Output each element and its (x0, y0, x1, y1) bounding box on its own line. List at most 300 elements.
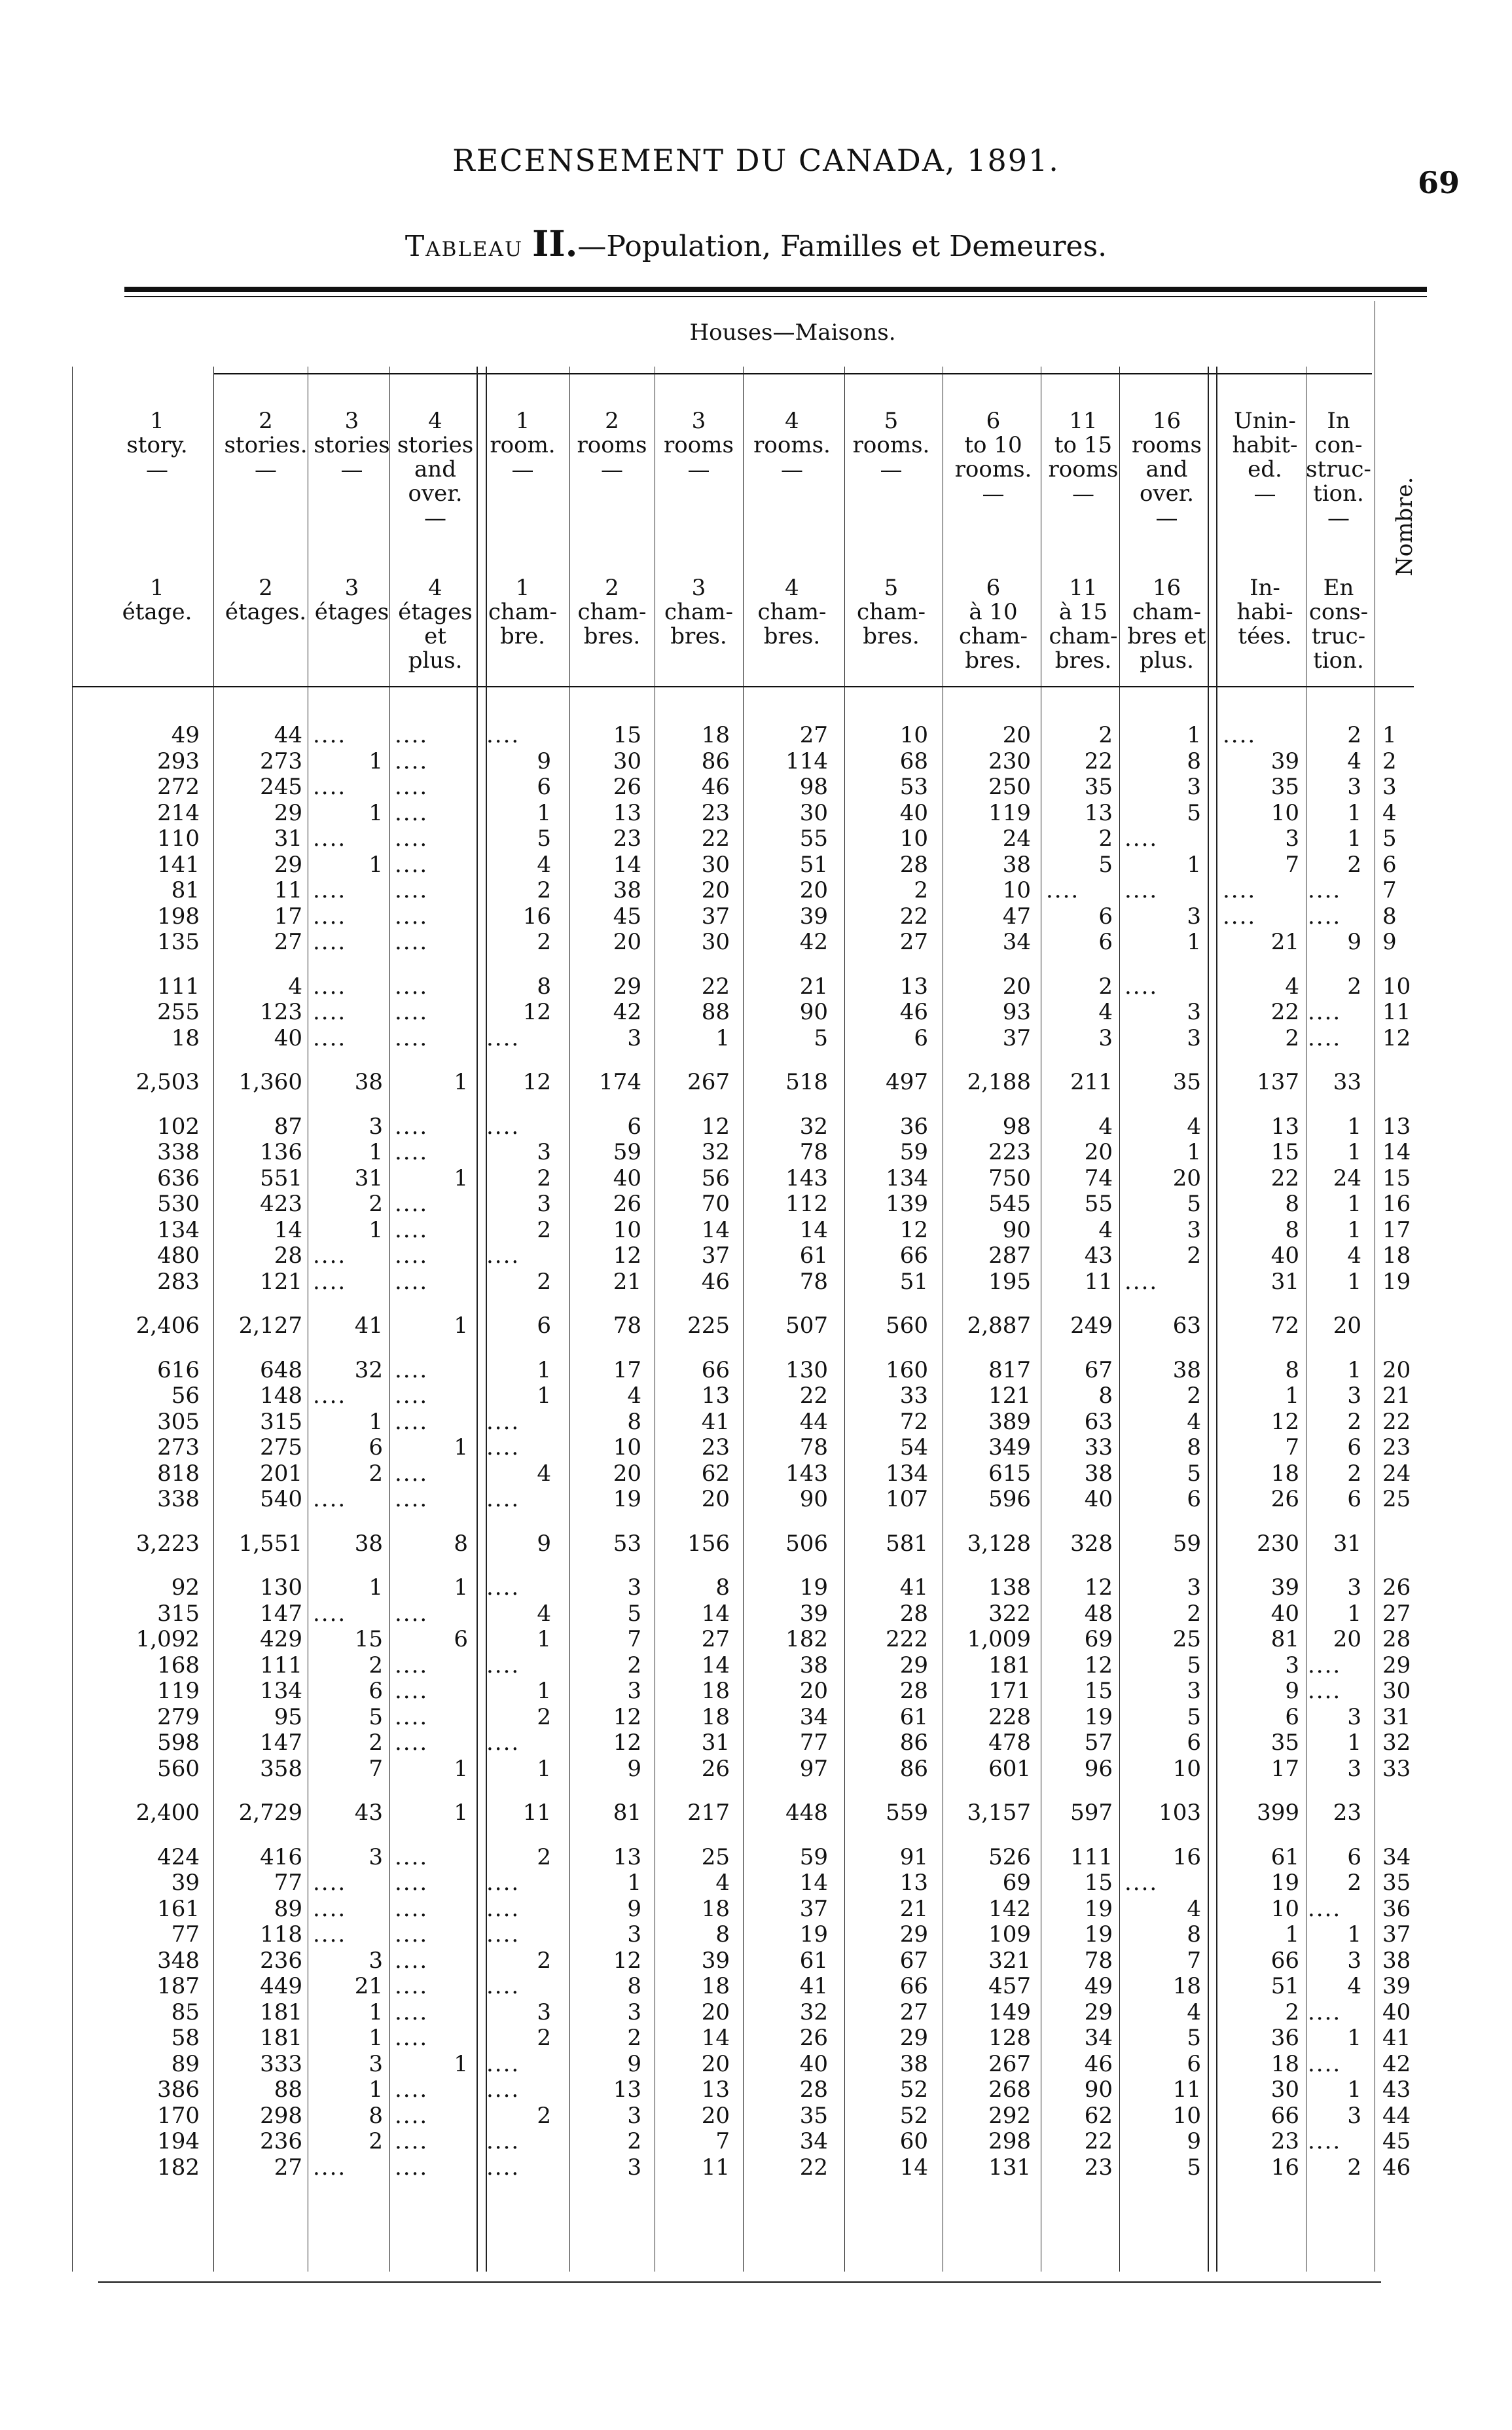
total-cell: 1 (454, 1800, 468, 1826)
total-cell: 9 (537, 1530, 551, 1557)
row-number: 44 (1382, 2102, 1411, 2129)
table-cell: 3 (1347, 1703, 1361, 1730)
table-cell: .... (395, 774, 429, 800)
table-cell: 1 (537, 1626, 551, 1652)
table-cell: 23 (701, 799, 730, 826)
table-cell: 22 (1270, 999, 1299, 1025)
table-cell: .... (395, 851, 429, 878)
row-number: 28 (1382, 1626, 1411, 1652)
row-number: 41 (1382, 2025, 1411, 2051)
table-cell: 315 (157, 1600, 200, 1627)
table-cell: 5 (1187, 1460, 1201, 1487)
table-cell: 61 (799, 1947, 828, 1974)
table-cell: .... (486, 2154, 520, 2181)
table-cell: .... (313, 1870, 347, 1896)
table-cell: 2 (369, 1191, 383, 1217)
table-cell: 139 (886, 1191, 928, 1217)
table-cell: 540 (260, 1486, 302, 1512)
table-cell: 78 (799, 1139, 828, 1165)
column-header-dash: — (1155, 505, 1178, 532)
table-cell: 2 (914, 877, 928, 903)
table-cell: 298 (260, 2102, 302, 2129)
table-cell: 7 (1285, 851, 1299, 878)
table-cell: .... (1125, 825, 1159, 852)
table-cell: 12 (1084, 1652, 1113, 1678)
table-cell: 19 (613, 1486, 641, 1512)
table-cell: 3 (369, 1113, 383, 1140)
table-cell: 6 (1098, 929, 1113, 955)
table-cell: .... (395, 1678, 429, 1704)
table-cell: .... (1046, 877, 1080, 903)
table-cell: 6 (1187, 1486, 1201, 1512)
table-cell: .... (395, 1947, 429, 1974)
table-cell: 275 (260, 1434, 302, 1460)
table-cell: .... (486, 1652, 520, 1678)
table-cell: 160 (886, 1356, 928, 1383)
total-cell: 3,128 (967, 1530, 1031, 1557)
row-number: 9 (1382, 929, 1397, 955)
table-cell: .... (486, 1973, 520, 1999)
table-cell: 134 (260, 1678, 302, 1704)
table-cell: 3 (1347, 774, 1361, 800)
table-cell: 20 (701, 2102, 730, 2129)
table-cell: .... (395, 2076, 429, 2103)
column-header-fr: 11 à 15 cham- bres. (1049, 575, 1118, 674)
group-header: Houses—Maisons. (689, 319, 896, 346)
column-header-dash: — (1327, 505, 1350, 532)
total-cell: 2,127 (238, 1313, 302, 1339)
table-cell: .... (395, 1973, 429, 1999)
table-cell: 27 (899, 929, 928, 955)
table-cell: 68 (899, 748, 928, 774)
table-cell: 4 (1098, 1216, 1113, 1243)
row-number: 36 (1382, 1895, 1411, 1922)
total-cell: 12 (522, 1069, 551, 1095)
row-number: 34 (1382, 1843, 1411, 1870)
table-cell: .... (1308, 999, 1342, 1025)
table-cell: 114 (785, 748, 828, 774)
table-cell: 14 (799, 1216, 828, 1243)
table-cell: 3 (1187, 903, 1201, 930)
table-cell: 49 (171, 722, 200, 748)
row-number: 3 (1382, 774, 1397, 800)
column-header-en: 1 room. (490, 408, 556, 458)
table-cell: 66 (701, 1356, 730, 1383)
table-cell: .... (395, 1486, 429, 1512)
row-number: 8 (1382, 903, 1397, 930)
column-header-dash: — (255, 457, 277, 483)
table-cell: 69 (1002, 1870, 1031, 1896)
table-cell: 86 (899, 1730, 928, 1756)
table-cell: 20 (1002, 722, 1031, 748)
column-header (655, 409, 743, 482)
table-cell: 416 (260, 1843, 302, 1870)
total-cell: 506 (785, 1530, 828, 1557)
table-cell: 91 (899, 1843, 928, 1870)
table-cell: 148 (260, 1383, 302, 1409)
table-cell: 10 (899, 825, 928, 852)
table-cell: .... (313, 929, 347, 955)
table-cell: 27 (899, 1999, 928, 2025)
table-cell: 88 (701, 999, 730, 1025)
table-cell: 20 (613, 929, 641, 955)
table-cell: 4 (537, 851, 551, 878)
total-cell: 1,551 (238, 1530, 302, 1557)
table-cell: 22 (701, 973, 730, 1000)
table-cell: 46 (701, 1268, 730, 1295)
table-cell: 21 (354, 1973, 383, 1999)
table-cell: 70 (701, 1191, 730, 1217)
row-number: 25 (1382, 1486, 1411, 1512)
table-cell: 111 (157, 973, 200, 1000)
running-head: RECENSEMENT DU CANADA, 1891. (452, 143, 1060, 178)
table-cell: 8 (715, 1574, 730, 1601)
table-cell: 18 (1270, 1460, 1299, 1487)
table-cell: 49 (1084, 1973, 1113, 1999)
table-cell: .... (395, 1730, 429, 1756)
table-cell: 21 (613, 1268, 641, 1295)
table-cell: 287 (988, 1242, 1031, 1269)
table-cell: 8 (1187, 1921, 1201, 1948)
table-cell: 7 (627, 1626, 641, 1652)
table-cell: 1 (1347, 2025, 1361, 2051)
table-cell: 2 (1187, 1600, 1201, 1627)
table-cell: .... (395, 1895, 429, 1922)
table-cell: 273 (260, 748, 302, 774)
row-number: 38 (1382, 1947, 1411, 1974)
title-rule-thin (124, 296, 1427, 297)
table-cell: 14 (701, 1216, 730, 1243)
column-rule (72, 367, 73, 2272)
bottom-rule (98, 2281, 1381, 2283)
table-cell: 111 (260, 1652, 302, 1678)
total-cell: 20 (1333, 1313, 1361, 1339)
table-cell: 15 (1270, 1139, 1299, 1165)
table-cell: 16 (522, 903, 551, 930)
table-cell: 37 (799, 1895, 828, 1922)
table-cell: 15 (613, 722, 641, 748)
table-cell: 15 (1084, 1678, 1113, 1704)
table-cell: 1 (1187, 929, 1201, 955)
table-cell: 3 (1187, 1678, 1201, 1704)
table-cell: 7 (1285, 1434, 1299, 1460)
table-cell: .... (313, 1383, 347, 1409)
table-cell: 52 (899, 2102, 928, 2129)
table-cell: 1 (369, 1216, 383, 1243)
table-cell: 56 (701, 1165, 730, 1191)
table-cell: 3 (627, 1921, 641, 1948)
table-cell: 12 (1084, 1574, 1113, 1601)
table-cell: 14 (274, 1216, 302, 1243)
table-cell: 423 (260, 1191, 302, 1217)
total-cell: 137 (1257, 1069, 1299, 1095)
table-cell: 187 (157, 1973, 200, 1999)
table-cell: .... (1308, 1678, 1342, 1704)
table-cell: 2 (1347, 973, 1361, 1000)
row-number: 4 (1382, 799, 1397, 826)
table-cell: 135 (157, 929, 200, 955)
total-cell: 2,887 (967, 1313, 1031, 1339)
row-number: 10 (1382, 973, 1411, 1000)
table-cell: .... (1308, 2128, 1342, 2154)
table-cell: .... (486, 1574, 520, 1601)
column-header-fr: 16 cham- bres et plus. (1127, 575, 1206, 674)
table-cell: 10 (613, 1434, 641, 1460)
row-number: 27 (1382, 1600, 1411, 1627)
table-cell: 23 (701, 1434, 730, 1460)
table-cell: 38 (1002, 851, 1031, 878)
row-number: 42 (1382, 2050, 1411, 2077)
table-cell: 305 (157, 1408, 200, 1435)
table-cell: 14 (799, 1870, 828, 1896)
table-cell: 51 (799, 851, 828, 878)
table-cell: .... (395, 825, 429, 852)
table-cell: 551 (260, 1165, 302, 1191)
table-cell: 38 (613, 877, 641, 903)
row-number: 32 (1382, 1730, 1411, 1756)
table-cell: .... (395, 877, 429, 903)
row-number: 46 (1382, 2154, 1411, 2181)
table-cell: 21 (799, 973, 828, 1000)
row-number: 11 (1382, 999, 1411, 1025)
table-cell: 1 (1285, 1383, 1299, 1409)
table-cell: 2 (1285, 1025, 1299, 1051)
total-cell: 78 (613, 1313, 641, 1339)
table-cell: 20 (701, 877, 730, 903)
table-cell: 333 (260, 2050, 302, 2077)
table-cell: 10 (1172, 2102, 1201, 2129)
table-cell: 1 (537, 1678, 551, 1704)
table-cell: 33 (899, 1383, 928, 1409)
table-cell: 66 (1270, 2102, 1299, 2129)
table-cell: .... (395, 903, 429, 930)
table-cell: 38 (1084, 1460, 1113, 1487)
table-cell: 98 (799, 774, 828, 800)
table-cell: 55 (799, 825, 828, 852)
table-cell: 7 (369, 1755, 383, 1782)
table-cell: 15 (354, 1626, 383, 1652)
row-number: 5 (1382, 825, 1397, 852)
table-cell: 322 (988, 1600, 1031, 1627)
table-cell: 3 (537, 1191, 551, 1217)
table-cell: 315 (260, 1408, 302, 1435)
table-cell: .... (1125, 1870, 1159, 1896)
table-cell: 38 (899, 2050, 928, 2077)
table-cell: 34 (799, 1703, 828, 1730)
table-cell: 20 (701, 2050, 730, 2077)
total-cell: 72 (1270, 1313, 1299, 1339)
table-cell: 34 (1084, 2025, 1113, 2051)
table-cell: .... (1308, 903, 1342, 930)
table-cell: 1 (454, 1574, 468, 1601)
table-cell: 3 (1347, 1383, 1361, 1409)
table-cell: 170 (157, 2102, 200, 2129)
table-cell: .... (486, 1730, 520, 1756)
table-cell: 85 (171, 1999, 200, 2025)
table-cell: .... (395, 1921, 429, 1948)
table-cell: 45 (613, 903, 641, 930)
table-cell: 98 (1002, 1113, 1031, 1140)
table-cell: 31 (1270, 1268, 1299, 1295)
column-header-en: 11 to 15 rooms (1048, 408, 1119, 482)
table-cell: 3 (369, 1843, 383, 1870)
table-cell: 4 (1187, 1408, 1201, 1435)
table-cell: 88 (274, 2076, 302, 2103)
table-cell: 1 (1187, 851, 1201, 878)
table-cell: 182 (157, 2154, 200, 2181)
table-cell: 13 (1084, 799, 1113, 826)
table-cell: 61 (1270, 1843, 1299, 1870)
table-cell: 8 (1098, 1383, 1113, 1409)
table-cell: 1 (454, 1434, 468, 1460)
table-cell: 2 (1347, 1870, 1361, 1896)
table-cell: 67 (1084, 1356, 1113, 1383)
table-cell: 30 (701, 929, 730, 955)
table-cell: 2 (1187, 1383, 1201, 1409)
table-cell: 3 (1347, 1947, 1361, 1974)
row-number: 23 (1382, 1434, 1411, 1460)
table-cell: 272 (157, 774, 200, 800)
table-cell: 134 (886, 1165, 928, 1191)
table-cell: 40 (1270, 1242, 1299, 1269)
table-cell: 134 (157, 1216, 200, 1243)
table-cell: 147 (260, 1730, 302, 1756)
table-cell: 1,009 (967, 1626, 1031, 1652)
table-cell: .... (395, 2025, 429, 2051)
table-cell: 143 (785, 1165, 828, 1191)
table-cell: 2 (537, 1703, 551, 1730)
table-cell: 1 (715, 1025, 730, 1051)
table-cell: 195 (988, 1268, 1031, 1295)
column-header (841, 409, 941, 482)
table-cell: 1 (537, 1356, 551, 1383)
total-cell: 507 (785, 1313, 828, 1339)
table-cell: 3 (627, 1574, 641, 1601)
table-cell: 59 (899, 1139, 928, 1165)
table-label: Tableau (405, 230, 524, 263)
table-cell: 480 (157, 1242, 200, 1269)
table-cell: 3 (1187, 1025, 1201, 1051)
table-cell: 26 (613, 774, 641, 800)
table-cell: 39 (1270, 748, 1299, 774)
table-cell: 181 (260, 1999, 302, 2025)
table-cell: 5 (1187, 2154, 1201, 2181)
table-cell: .... (313, 903, 347, 930)
table-cell: 13 (613, 1843, 641, 1870)
table-cell: 44 (799, 1408, 828, 1435)
table-cell: 5 (369, 1703, 383, 1730)
table-cell: 6 (454, 1626, 468, 1652)
column-header (1041, 409, 1126, 507)
table-cell: 121 (988, 1383, 1031, 1409)
table-cell: 78 (1084, 1947, 1113, 1974)
table-cell: 8 (1285, 1216, 1299, 1243)
row-number: 35 (1382, 1870, 1411, 1896)
table-cell: 6 (1098, 903, 1113, 930)
column-header-fr: 2 cham- bres. (577, 575, 647, 649)
table-cell: 6 (1285, 1703, 1299, 1730)
table-cell: 97 (799, 1755, 828, 1782)
table-cell: 1 (1347, 1139, 1361, 1165)
table-cell: 52 (899, 2076, 928, 2103)
table-cell: 268 (988, 2076, 1031, 2103)
table-cell: 8 (537, 973, 551, 1000)
column-header (481, 409, 564, 482)
total-cell: 53 (613, 1530, 641, 1557)
table-cell: 12 (1270, 1408, 1299, 1435)
table-cell: 3 (537, 1999, 551, 2025)
table-cell: 1 (537, 1755, 551, 1782)
total-cell: 2,188 (967, 1069, 1031, 1095)
table-cell: 26 (613, 1191, 641, 1217)
table-cell: 142 (988, 1895, 1031, 1922)
table-cell: 2 (1285, 1999, 1299, 2025)
table-cell: 44 (274, 722, 302, 748)
table-cell: 222 (886, 1626, 928, 1652)
table-cell: 12 (899, 1216, 928, 1243)
table-cell: .... (313, 774, 347, 800)
table-cell: 3 (1347, 2102, 1361, 2129)
table-cell: 8 (1187, 748, 1201, 774)
table-cell: 1 (1347, 1921, 1361, 1948)
table-cell: 19 (1084, 1895, 1113, 1922)
total-cell: 174 (599, 1069, 641, 1095)
table-cell: 36 (1270, 2025, 1299, 2051)
table-cell: 69 (1084, 1626, 1113, 1652)
table-cell: 149 (988, 1999, 1031, 2025)
table-cell: 32 (799, 1113, 828, 1140)
table-cell: 66 (899, 1973, 928, 1999)
column-header-en: In con- struc- tion. (1306, 408, 1371, 507)
row-number: 15 (1382, 1165, 1411, 1191)
table-cell: 43 (1084, 1242, 1113, 1269)
table-cell: 2 (369, 1730, 383, 1756)
table-cell: 35 (1084, 774, 1113, 800)
table-cell: .... (313, 1242, 347, 1269)
total-cell: 2,406 (135, 1313, 200, 1339)
table-cell: 38 (799, 1652, 828, 1678)
column-header-dash: — (146, 457, 168, 483)
column-header-fr: 3 cham- bres. (664, 575, 733, 649)
table-cell: 2 (1098, 722, 1113, 748)
table-cell: .... (313, 1025, 347, 1051)
table-cell: .... (1308, 1025, 1342, 1051)
total-cell: 560 (886, 1313, 928, 1339)
table-cell: 1 (627, 1870, 641, 1896)
table-cell: 86 (701, 748, 730, 774)
table-cell: 2 (537, 1268, 551, 1295)
table-cell: .... (486, 1408, 520, 1435)
column-header-dash: — (781, 457, 803, 483)
table-cell: 10 (899, 722, 928, 748)
table-cell: 86 (899, 1755, 928, 1782)
table-cell: 194 (157, 2128, 200, 2154)
column-header-en: 1 story. (126, 408, 188, 458)
table-cell: 87 (274, 1113, 302, 1140)
table-title (0, 223, 1512, 264)
total-cell: 217 (687, 1800, 730, 1826)
table-cell: 38 (1172, 1356, 1201, 1383)
table-cell: .... (1125, 973, 1159, 1000)
table-cell: 13 (701, 2076, 730, 2103)
table-cell: 22 (799, 1383, 828, 1409)
table-cell: .... (1125, 1268, 1159, 1295)
total-cell: 211 (1070, 1069, 1113, 1095)
table-cell: 5 (1187, 1191, 1201, 1217)
table-cell: 7 (1187, 1947, 1201, 1974)
table-cell: .... (395, 1268, 429, 1295)
table-cell: 636 (157, 1165, 200, 1191)
